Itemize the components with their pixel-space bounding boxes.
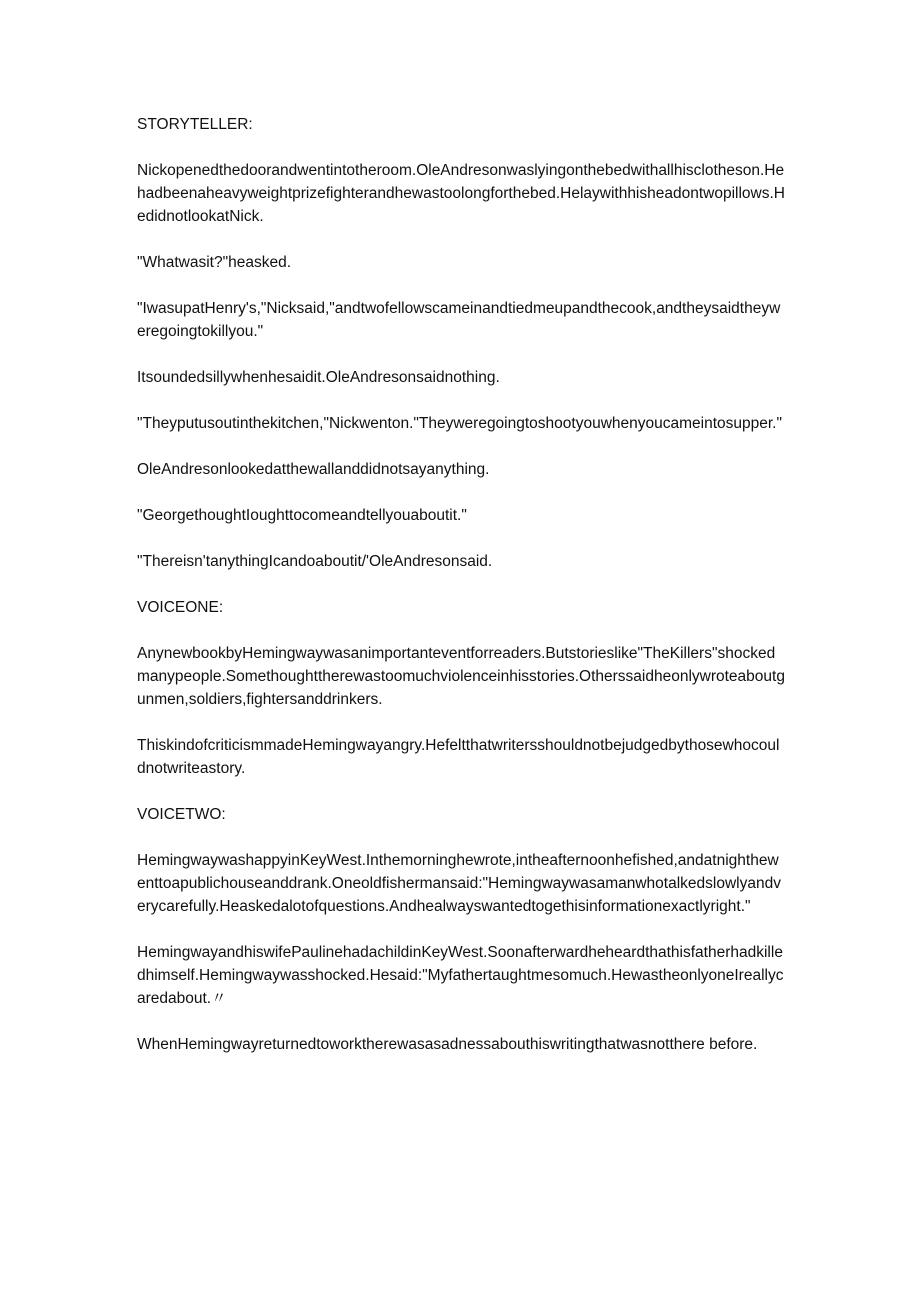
section-heading-voice-one: VOICEONE:: [137, 599, 224, 616]
paragraph: ThiskindofcriticismmadeHemingwayangry.Hefeltthatwritersshouldnotbejudgedbythosewhocouldnotwriteastory.: [137, 737, 780, 777]
paragraph: "GeorgethoughtIoughttocomeandtellyouaboutit.": [137, 507, 467, 524]
paragraph: HemingwaywashappyinKeyWest.Inthemorninghewrote,intheafternoonhefished,andatnighthewenttoapublichouseanddrank.Oneoldfishermansaid:"Hemingwaywasamanwhotalkedslowlyandverycarefully.Heaskedalotofquestions.Andhealwayswantedtogethisinformationexactlyright.": [137, 852, 781, 915]
paragraph: OleAndresonlookedatthewallanddidnotsayanything.: [137, 461, 490, 478]
paragraph: "Theyputusoutinthekitchen,"Nickwenton."Theyweregoingtoshootyouwhenyoucameintosupper.": [137, 415, 782, 432]
paragraph: WhenHemingwayreturnedtoworktherewasasadnessabouthiswritingthatwasnotthere before.: [137, 1036, 758, 1053]
paragraph: HemingwayandhiswifePaulinehadachildinKeyWest.Soonafterwardheheardthathisfatherhadkilledhimself.Hemingwaywasshocked.Hesaid:"Myfathertaughtmesomuch.HewastheonlyoneIreallycaredabout.〃: [137, 944, 784, 1007]
section-heading-storyteller: STORYTELLER:: [137, 116, 253, 133]
paragraph: AnynewbookbyHemingwaywasanimportanteventforreaders.Butstorieslike"TheKillers"shockedmanypeople.Somethoughttherewastoomuchviolenceinhisstories.Otherssaidheonlywroteaboutgunmen,soldiers,fightersanddrinkers.: [137, 645, 785, 708]
document-body: [137, 113, 785, 1079]
paragraph: "IwasupatHenry's,"Nicksaid,"andtwofellowscameinandtiedmeupandthecook,andtheysaidtheyweregoingtokillyou.": [137, 300, 781, 340]
section-heading-voice-two: VOICETWO:: [137, 806, 226, 823]
paragraph: "Whatwasit?"heasked.: [137, 254, 292, 271]
paragraph: Nickopenedthedoorandwentintotheroom.OleAndresonwaslyingonthebedwithallhisclotheson.Hehadbeenaheavyweightprizefighterandhewastoolongforthebed.Helaywithhisheadontwopillows.HedidnotlookatNick.: [137, 162, 785, 225]
paragraph: Itsoundedsillywhenhesaidit.OleAndresonsaidnothing.: [137, 369, 500, 386]
paragraph: "Thereisn'tanythingIcandoaboutit/'OleAndresonsaid.: [137, 553, 493, 570]
